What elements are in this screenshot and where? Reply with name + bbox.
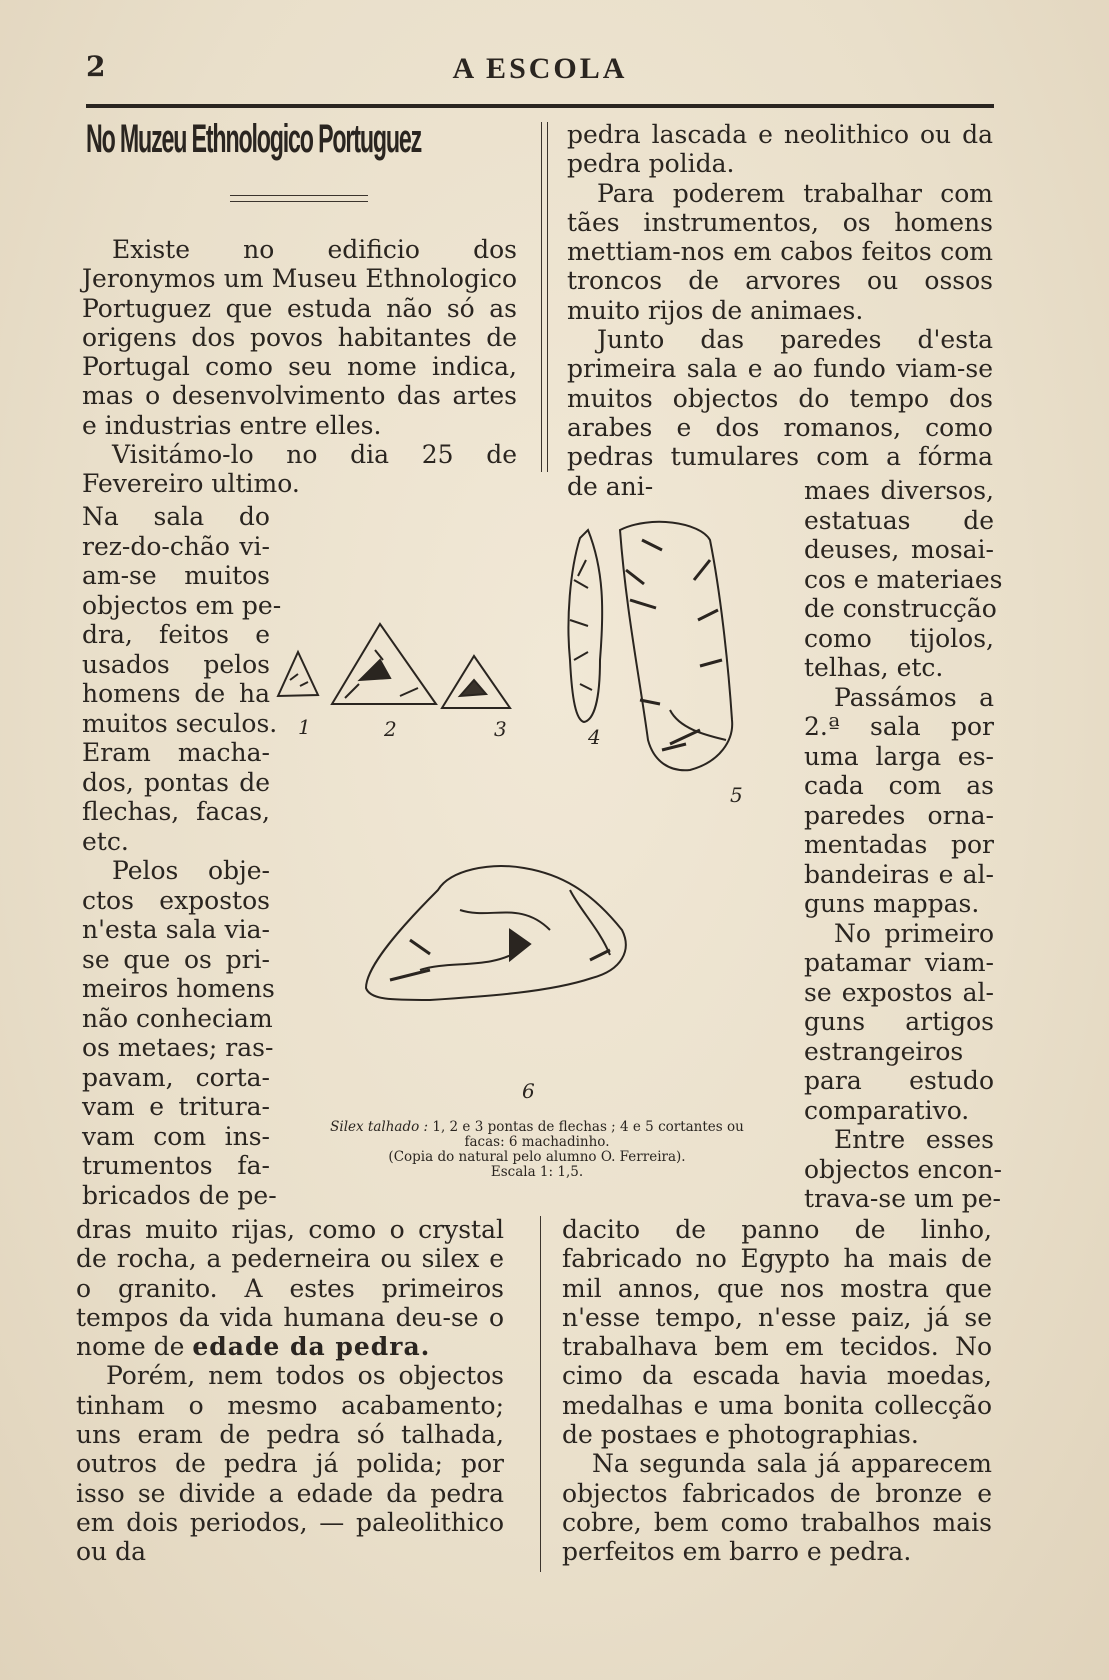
artifact-4-blade bbox=[568, 530, 602, 722]
text-line: deuses, mosai- bbox=[804, 535, 994, 564]
text-line: comparativo. bbox=[804, 1095, 970, 1125]
artifact-2-arrowhead bbox=[332, 624, 436, 704]
text-line: Pelos obje- bbox=[112, 856, 270, 885]
text-line: trava-se um pe- bbox=[804, 1184, 1001, 1213]
column-divider-bottom bbox=[540, 1216, 541, 1572]
text-line: 2.ª sala por bbox=[804, 712, 994, 741]
text-line: Entre esses bbox=[834, 1125, 994, 1154]
text-line: homens de ha bbox=[82, 679, 270, 708]
figure-number: 3 bbox=[494, 717, 507, 741]
page-number: 2 bbox=[86, 50, 106, 83]
text-line: para estudo bbox=[804, 1066, 994, 1095]
text-line: cos e materiaes bbox=[804, 564, 1003, 594]
text-line: estatuas de bbox=[804, 505, 994, 535]
caption-line-1 bbox=[272, 1120, 802, 1135]
flint-illustration bbox=[270, 500, 810, 1120]
text-line: rez-do-chão vi- bbox=[82, 531, 270, 561]
text-line: patamar viam- bbox=[804, 948, 994, 977]
text-line: paredes orna- bbox=[804, 800, 994, 830]
text-line: objectos encon- bbox=[804, 1154, 1002, 1184]
col1-bottom-text bbox=[76, 1215, 504, 1567]
col1-wrap-text bbox=[82, 502, 282, 1210]
paragraph: Para poderem trabalhar com tães instrumentos, os homens mettiam-nos em cabos feitos com troncos de arvores ou ossos muito rijos de animaes. bbox=[567, 178, 993, 325]
text-line: ctos expostos bbox=[82, 885, 270, 915]
text-line: objectos em pe- bbox=[82, 590, 282, 620]
page-header bbox=[86, 50, 994, 94]
artifact-5-blade bbox=[620, 522, 732, 770]
caption-line-3: (Copia do natural pelo alumno O. Ferreira). bbox=[388, 1149, 686, 1165]
text-line: maes diversos, bbox=[804, 476, 994, 505]
paragraph: dacito de panno de linho, fabricado no Egypto ha mais de mil annos, que nos mostra que n'esse tempo, n'esse paiz, já se trabalhava bem em tecidos. No cimo da escada havia moedas, medalhas e uma bonita collecção de postaes e photographias. bbox=[562, 1215, 992, 1450]
col2-top-text bbox=[567, 120, 993, 501]
text-line: guns mappas. bbox=[804, 889, 980, 918]
text-line: como tijolos, bbox=[804, 623, 994, 653]
text-line: de construcção bbox=[804, 594, 997, 623]
emphasis-term: edade da pedra. bbox=[192, 1332, 431, 1362]
text-line: vam e tritura- bbox=[82, 1092, 270, 1121]
artifact-6-handaxe bbox=[366, 866, 626, 1000]
caption-label: Silex talhado : bbox=[330, 1119, 429, 1135]
figure-caption bbox=[272, 1120, 802, 1180]
col2-wrap-text bbox=[804, 476, 1003, 1214]
text-line: Na sala do bbox=[82, 502, 270, 531]
caption-line-2: facas: 6 machadinho. bbox=[464, 1134, 610, 1150]
text-line: cada com as bbox=[804, 771, 994, 800]
text-line: usados pelos bbox=[82, 649, 270, 679]
text-line: am-se muitos bbox=[82, 561, 270, 590]
masthead: A ESCOLA bbox=[452, 52, 628, 85]
text-line: estrangeiros bbox=[804, 1036, 964, 1066]
text-line: uma larga es- bbox=[804, 741, 994, 771]
figure-number: 6 bbox=[522, 1079, 535, 1103]
text-line: No primeiro bbox=[834, 918, 994, 948]
text-line: se expostos al- bbox=[804, 977, 994, 1007]
text-line: telhas, etc. bbox=[804, 653, 944, 682]
artifact-3-arrowhead bbox=[442, 656, 510, 708]
column-divider-top-2 bbox=[541, 122, 542, 472]
article-title: No Muzeu Ethnologico Portuguez bbox=[86, 117, 422, 161]
text-line: guns artigos bbox=[804, 1007, 994, 1036]
paragraph: pedra lascada e neolithico ou da pedra polida. bbox=[567, 120, 993, 179]
paragraph: Porém, nem todos os objectos tinham o mesmo acabamento; uns eram de pedra só talhada, outros de pedra já polida; por isso se divide a edade da pedra em dois periodos, — paleolithico ou da bbox=[76, 1361, 504, 1567]
figure-number: 5 bbox=[730, 783, 743, 807]
column-divider-top bbox=[547, 122, 548, 472]
text-line: pavam, corta- bbox=[82, 1062, 270, 1092]
text-line: bricados de pe- bbox=[82, 1180, 277, 1210]
artifact-1-arrowhead bbox=[278, 652, 318, 696]
paragraph: Existe no edificio dos Jeronymos um Museu Ethnologico Portuguez que estuda não só as origens dos povos habitantes de Portugal como seu nome indica, mas o desenvolvimento das artes e industrias entre elles. bbox=[82, 235, 517, 440]
text-line: trumentos fa- bbox=[82, 1151, 270, 1180]
paragraph bbox=[76, 1215, 504, 1361]
text-line: vam com ins- bbox=[82, 1121, 270, 1151]
text-line: bandeiras e al- bbox=[804, 859, 994, 889]
text-line: não conheciam bbox=[82, 1003, 273, 1033]
header-rule bbox=[86, 104, 994, 108]
text-line: etc. bbox=[82, 826, 129, 856]
text-line: os metaes; ras- bbox=[82, 1033, 274, 1062]
text-line: flechas, facas, bbox=[82, 797, 270, 826]
text-line: meiros homens bbox=[82, 974, 275, 1003]
text-line: n'esta sala via- bbox=[82, 915, 270, 944]
col1-top-text bbox=[82, 235, 517, 499]
title-rule bbox=[230, 195, 368, 202]
paragraph: Junto das paredes d'esta primeira sala e ao fundo viam-se muitos objectos do tempo dos arabes e dos romanos, como pedras tumulares com a fórma de ani- bbox=[567, 325, 993, 501]
col2-bottom-text bbox=[562, 1215, 992, 1567]
caption-text: 1, 2 e 3 pontas de flechas ; 4 e 5 cortantes ou bbox=[432, 1119, 744, 1135]
figure-number: 2 bbox=[384, 717, 397, 741]
text-line: muitos seculos. bbox=[82, 708, 278, 738]
text-line: mentadas por bbox=[804, 830, 994, 859]
paragraph-text: dras muito rijas, como o crystal de rocha, a pederneira ou silex e o granito. A estes primeiros tempos da vida humana deu-se o nome de bbox=[76, 1215, 504, 1362]
figure-number: 1 bbox=[298, 715, 311, 739]
paragraph: Visitámo-lo no dia 25 de Fevereiro ultimo. bbox=[82, 440, 517, 499]
text-line: dos, pontas de bbox=[82, 767, 270, 797]
caption-line-4: Escala 1: 1,5. bbox=[490, 1164, 584, 1180]
text-line: dra, feitos e bbox=[82, 620, 270, 649]
text-line: Passámos a bbox=[834, 682, 994, 712]
text-line: Eram macha- bbox=[82, 738, 270, 767]
paragraph: Na segunda sala já apparecem objectos fabricados de bronze e cobre, bem como trabalhos mais perfeitos em barro e pedra. bbox=[562, 1449, 992, 1567]
text-line: se que os pri- bbox=[82, 944, 270, 974]
figure-number: 4 bbox=[588, 725, 601, 749]
